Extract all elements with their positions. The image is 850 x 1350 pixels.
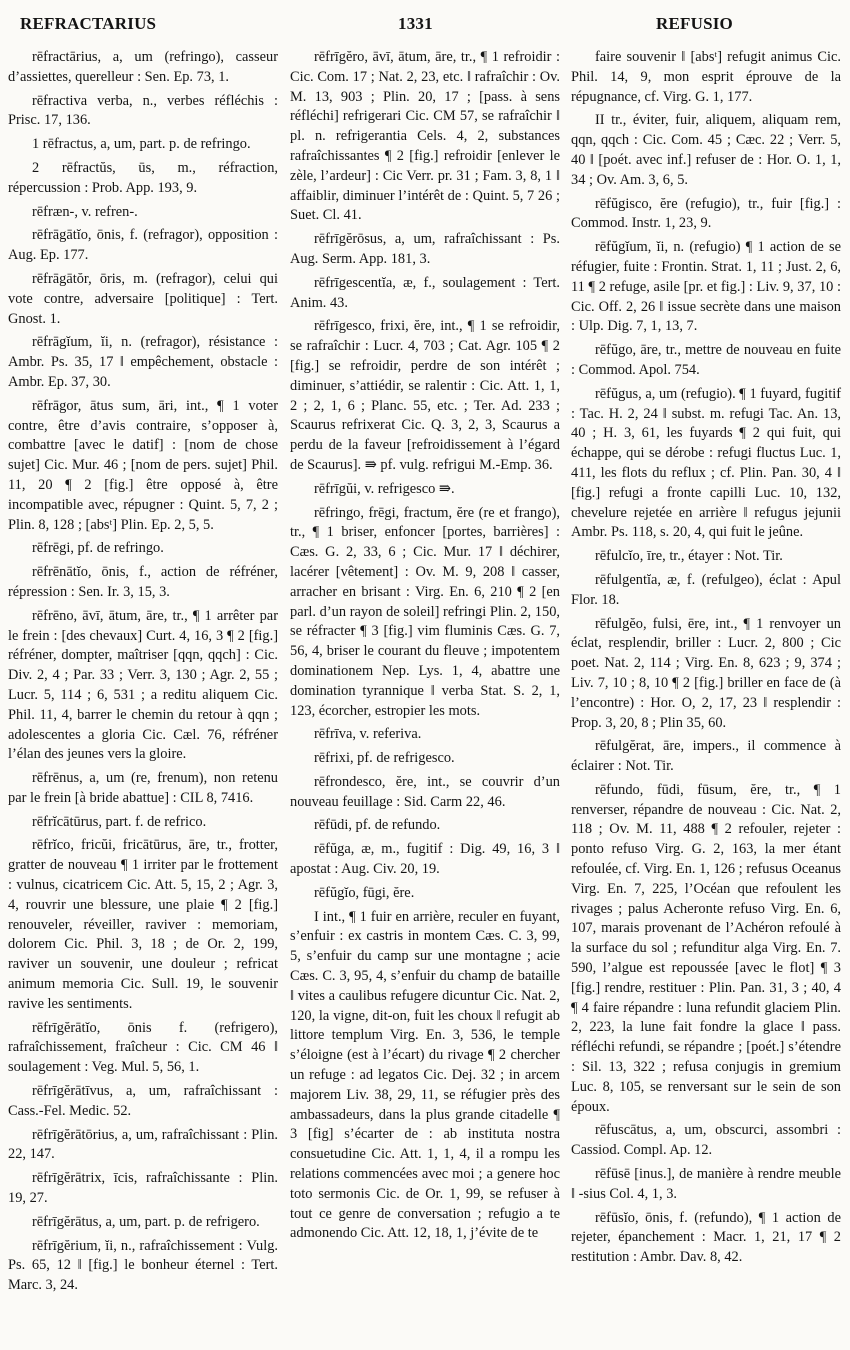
dictionary-entry: rēfractiva verba, n., verbes réfléchis : Prisc. 17, 136. — [8, 92, 278, 129]
dictionary-entry: rēfrēnātĭo, ōnis, f., action de réfréner, répression : Sen. Ir. 3, 15, 3. — [8, 564, 278, 600]
dictionary-entry: rēfrīgĕro, āvī, ātum, āre, tr., ¶ 1 refroidir : Cic. Com. 17 ; Nat. 2, 23, etc. ‖ rafraîchir : Ov. M. 13, 903 ; Plin. 20, 17 ; [pass. à sens réfléchi] refrigerari Cic. CM 57, se rafraîchir ‖ pl. n. refrigerantia Cels. 4, 2, substances rafraîchissantes ¶ 2 [fig.] refroidir [enlever le zèle, l’ardeur] : Cic Verr. pr. 31 ; Fam. 3, 8, 1 ‖ affaiblir, diminuer l’intérêt de : Quint. 5, 7 26 ; Suet. Cl. 41. — [290, 49, 560, 224]
dictionary-entry: rēfrēno, āvī, ātum, āre, tr., ¶ 1 arrêter par le frein : [des chevaux] Curt. 4, 16, 3 ¶ 2 [fig.] réfréner, dompter, maîtriser [qqn, qqch] : Cic. Div. 2, 4 ; Par. 33 ; Verr. 3, 130 ; Agr. 2, 55 ; Lucr. 5, 114 ; 6, 531 ; a reditu aliquem Cic. Phil. 11, 4, barrer le chemin du retour à qqn ; adolescentes a gloria Cic. Cæl. 76, réfréner l’élan des jeunes vers la gloire. — [8, 607, 278, 763]
column-middle — [290, 48, 560, 1248]
dictionary-entry: I int., ¶ 1 fuir en arrière, reculer en fuyant, s’enfuir : ex castris in montem Cæs. C. 3, 99, 5, s’enfuir du camp sur une montagne ; acie Cæs. C. 3, 95, 4, s’enfuir du champ de bataille ‖ vites a caulibus refugere dicuntur Cic. Nat. 2, 120, la vigne, dit-on, fuit les choux ‖ refugit ab littore templum Virg. En. 3, 536, le temple s’éloigne (est à l’écart) du rivage ¶ 2 chercher un refuge : ad legatos Cic. Dej. 32 ; in arcem majorem Liv. 38, 29, 11, se réfugier près des ambassadeurs, dans la plus grande citadelle ¶ 3 [fig] s’écarter de : ab instituta nostra consuetudine Cic. Att. 1, 1, 4, il a rompu les relations commencées avec moi ; a genere hoc toto sermonis Cic. de Or. 1, 99, se refuser à tout ce genre de conversation ; refugio a te admonendo Cic. Att. 12, 18, 1, j’évite de te — [290, 908, 560, 1242]
dictionary-entry: rēfrīgesco, frixi, ĕre, int., ¶ 1 se refroidir, se rafraîchir : Lucr. 4, 703 ; Cat. Agr. 105 ¶ 2 [fig.] se refroidir, perdre de son intérêt ; diminuer, s’attiédir, se ralentir : Cic. Att. 1, 1, 2 ; 2, 1, 6 ; Planc. 55, etc. ; Ter. Ad. 233 ; Scaurus refrixerat Cic. Q. 3, 2, 3, Scaurus a perdu de la faveur [refroidissement à l’égard de Scaurus]. ⇛ pf. vulg. refrigui M.-Emp. 36. — [290, 318, 560, 473]
dictionary-entry: rēfrīgĕrātĭo, ōnis f. (refrigero), rafraîchissement, fraîcheur : Cic. CM 46 ‖ soulagement : Veg. Mul. 5, 56, 1. — [8, 1019, 278, 1076]
dictionary-entry: faire souvenir ‖ [absᵗ] refugit animus Cic. Phil. 14, 9, mon esprit éprouve de la répugnance, cf. Virg. G. 1, 177. — [571, 49, 841, 105]
dictionary-entry: 1 rēfractus, a, um, part. p. de refringo. — [32, 136, 251, 153]
dictionary-entry: rēfractārius, a, um (refringo), casseur d’assiettes, querelleur : Sen. Ep. 73, 1. — [8, 49, 278, 85]
dictionary-entry: rēfrīgŭi, v. refrigesco ⇛. — [314, 480, 455, 497]
dictionary-entry: rēfrēgi, pf. de refringo. — [32, 540, 164, 557]
dictionary-entry: II tr., éviter, fuir, aliquem, aliquam rem, qqn, qqch : Cic. Com. 45 ; Cæc. 22 ; Verr. 5, 40 ‖ [poét. avec inf.] refuser de : Hor. O. 1, 1, 34 ; Ov. Am. 3, 6, 5. — [571, 112, 841, 188]
dictionary-entry: rēfūsĭo, ōnis, f. (refundo), ¶ 1 action de rejeter, épanchement : Macr. 1, 21, 17 ¶ 2 restitution : Ambr. Dav. 8, 42. — [571, 1209, 841, 1266]
dictionary-entry: rēfrīgĕrātus, a, um, part. p. de refrigero. — [32, 1213, 260, 1230]
dictionary-entry: rēfræn-, v. refren-. — [32, 203, 138, 220]
dictionary-entry: rēfrāgĭum, ĭi, n. (refragor), résistance : Ambr. Ps. 35, 17 ‖ empêchement, obstacle : Ambr. Ep. 37, 30. — [8, 334, 278, 390]
header-first-word: REFRACTARIUS — [20, 14, 157, 33]
dictionary-entry: rēfŭgĭo, fūgi, ĕre. — [314, 884, 415, 901]
dictionary-entry: rēfŭgus, a, um (refugio). ¶ 1 fuyard, fugitif : Tac. H. 2, 24 ‖ subst. m. refugi Tac. An. 13, 40 ; H. 3, 61, les fuyards ¶ 2 qui fuit, qui échappe, qui se dérobe : refugi fluctus Luc. 1, 411, les flots du reflux ; cf. Plin. Pan. 30, 4 ‖ [fig.] refugi a fronte capilli Luc. 10, 132, chevelure rejetée en arrière ‖ refugus jejunii Ambr. Ps. 118, s. 20, 4, qui fuit le jeûne. — [571, 385, 841, 541]
dictionary-entry: 2 rēfractŭs, ūs, m., réfraction, répercussion : Prob. App. 193, 9. — [8, 159, 278, 196]
running-header — [0, 10, 850, 40]
dictionary-entry: rēfrīgĕrōsus, a, um, rafraîchissant : Ps. Aug. Serm. App. 181, 3. — [290, 231, 560, 267]
dictionary-entry: rēfrīgĕrātōrius, a, um, rafraîchissant : Plin. 22, 147. — [8, 1126, 278, 1163]
dictionary-entry: rēfundo, fūdi, fūsum, ĕre, tr., ¶ 1 renverser, répandre de nouveau : Cic. Nat. 2, 118 ; Ov. M. 11, 488 ¶ 2 refouler, rejeter : ponto refuso Virg. G. 2, 163, la mer étant refoulée, cf. Virg. En. 1, 126 ; refusus Oceanus Virg. En. 7, 225, l’Océan que refoulent les rivages ; palus Acheronte refuso Virg. En. 6, 107, marais provenant de l’Achéron refoulé à la surface du sol ; refunditur alga Virg. En. 7. 590, l’algue est repoussée [avec le flot] ¶ 3 [fig.] rendre, restituer : Plin. Pan. 31, 3 ; 40, 4 ¶ 4 faire répandre : luna refundit glaciem Plin. 2, 223, la lune fait fondre la glace ‖ pass. réfléchi refundi, se répandre ; [poét.] s’étendre : Sil. 13, 322 ; refusa conjugis in gremium Luc. 8, 105, se renversant sur le sein de son époux. — [571, 781, 841, 1115]
dictionary-entry: rēfrāgātĭo, ōnis, f. (refragor), opposition : Aug. Ep. 177. — [8, 227, 278, 264]
dictionary-entry: rēfrīgĕrātrix, īcis, rafraîchissante : Plin. 19, 27. — [8, 1170, 278, 1207]
dictionary-entry: rēfulgĕrat, āre, impers., il commence à éclairer : Not. Tir. — [571, 738, 841, 775]
dictionary-entry: rēfrīgĕrātīvus, a, um, rafraîchissant : Cass.-Fel. Medic. 52. — [8, 1083, 278, 1119]
dictionary-entry: rēfrīva, v. referiva. — [314, 726, 422, 743]
dictionary-entry: rēfŭgisco, ĕre (refugio), tr., fuir [fig.] : Commod. Instr. 1, 23, 9. — [571, 195, 841, 232]
header-last-word: REFUSIO — [656, 14, 733, 33]
dictionary-entry: rēfrĭco, fricŭi, fricātūrus, āre, tr., frotter, gratter de nouveau ¶ 1 irriter par le frottement : vulnus, cicatricem Cic. Att. 5, 15, 2 ; Agr. 3, 4, rouvrir une blessure, une plaie ¶ 2 [fig.] renouveler, réveiller, raviver : memoriam, dolorem Cic. Phil. 3, 18 ; de Or. 2, 199, raviver un souvenir, une douleur ; refricat animum memoria Cic. Sull. 19, le souvenir ravive les sentiments. — [8, 837, 278, 1012]
dictionary-entry: rēfringo, frēgi, fractum, ĕre (re et frango), tr., ¶ 1 briser, enfoncer [portes, barrières] : Cæs. G. 2, 33, 6 ; Cic. Mur. 17 ‖ déchirer, lacérer [vêtement] : Ov. M. 9, 208 ‖ casser, arracher en brisant : Virg. En. 6, 210 ¶ 2 [en parl. d’un rayon de soleil] refringi Plin. 2, 150, se réfracter ¶ 3 [fig.] vim fluminis Cæs. G. 7, 56, 4, briser le courant du fleuve ; impotentem dominationem Nep. Lys. 1, 4, abattre une domination tyrannique ‖ verba Stat. S. 2, 1, 123, écorcher, estropier les mots. — [290, 504, 560, 719]
dictionary-entry: rēfŭgĭum, ĭi, n. (refugio) ¶ 1 action de se réfugier, fuite : Frontin. Strat. 1, 11 ; Just. 2, 6, 11 ¶ 2 refuge, asile [pr. et fig.] : Liv. 9, 37, 10 : Cic. Off. 2, 26 ‖ issue secrète dans une maison : Ulp. Dig. 7, 1, 13, 7. — [571, 239, 841, 335]
dictionary-entry: rēfulgentĭa, æ, f. (refulgeo), éclat : Apul Flor. 18. — [571, 571, 841, 608]
dictionary-entry: rēfŭgo, āre, tr., mettre de nouveau en fuite : Commod. Apol. 754. — [571, 342, 841, 378]
dictionary-entry: rēfrixi, pf. de refrigesco. — [314, 750, 455, 767]
dictionary-entry: rēfulgĕo, fulsi, ēre, int., ¶ 1 renvoyer un éclat, resplendir, briller : Lucr. 2, 800 ; Cic poet. Nat. 2, 114 ; Virg. En. 8, 623 ; 9, 374 ; Liv. 7, 10 ; 8, 10 ¶ 2 [fig.] briller en face de (à l’encontre) : Hor. O, 2, 17, 23 ‖ resplendir : Prop. 3, 20, 8 ; Plin 35, 60. — [571, 615, 841, 731]
dictionary-entry: rēfūdi, pf. de refundo. — [314, 817, 441, 834]
dictionary-entry: rēfŭga, æ, m., fugitif : Dig. 49, 16, 3 ‖ apostat : Aug. Civ. 20, 19. — [290, 841, 560, 878]
dictionary-entry: rēfrĭcātūrus, part. f. de refrico. — [32, 813, 207, 830]
dictionary-entry: rēfrīgĕrium, ĭi, n., rafraîchissement : Vulg. Ps. 65, 12 ‖ [fig.] le bonheur éternel : Tert. Marc. 3, 24. — [8, 1237, 278, 1294]
column-right — [571, 48, 841, 1272]
dictionary-entry: rēfrēnus, a, um (re, frenum), non retenu par le frein [à bride abattue] : CIL 8, 7416. — [8, 770, 278, 806]
dictionary-entry: rēfrondesco, ĕre, int., se couvrir d’un nouveau feuillage : Sid. Carm 22, 46. — [290, 773, 560, 810]
dictionary-entry: rēfrāgātŏr, ōris, m. (refragor), celui qui vote contre, adversaire [politique] : Tert. Gnost. 1. — [8, 270, 278, 327]
page-number: 1331 — [398, 14, 433, 33]
dictionary-entry: rēfrīgescentĭa, æ, f., soulagement : Tert. Anim. 43. — [290, 274, 560, 311]
dictionary-entry: rēfūsē [inus.], de manière à rendre meuble ‖ -sius Col. 4, 1, 3. — [571, 1166, 841, 1202]
dictionary-entry: rēfulcĭo, īre, tr., étayer : Not. Tir. — [595, 548, 783, 565]
dictionary-entry: rēfuscātus, a, um, obscurci, assombri : Cassiod. Compl. Ap. 12. — [571, 1122, 841, 1159]
column-left — [8, 48, 278, 1300]
dictionary-entry: rēfrāgor, ātus sum, āri, int., ¶ 1 voter contre, être d’avis contraire, s’opposer à, combattre [avec le datif] : [nom de chose sujet] Cic. Mur. 46 ; [nom de pers. sujet] Phil. 11, 20 ¶ 2 [fig.] être opposé à, être incompatible avec, répugner : Quint. 5, 7, 2 ; Plin. 8, 128 ; [absᵗ] Plin. Ep. 2, 5, 5. — [8, 397, 278, 533]
